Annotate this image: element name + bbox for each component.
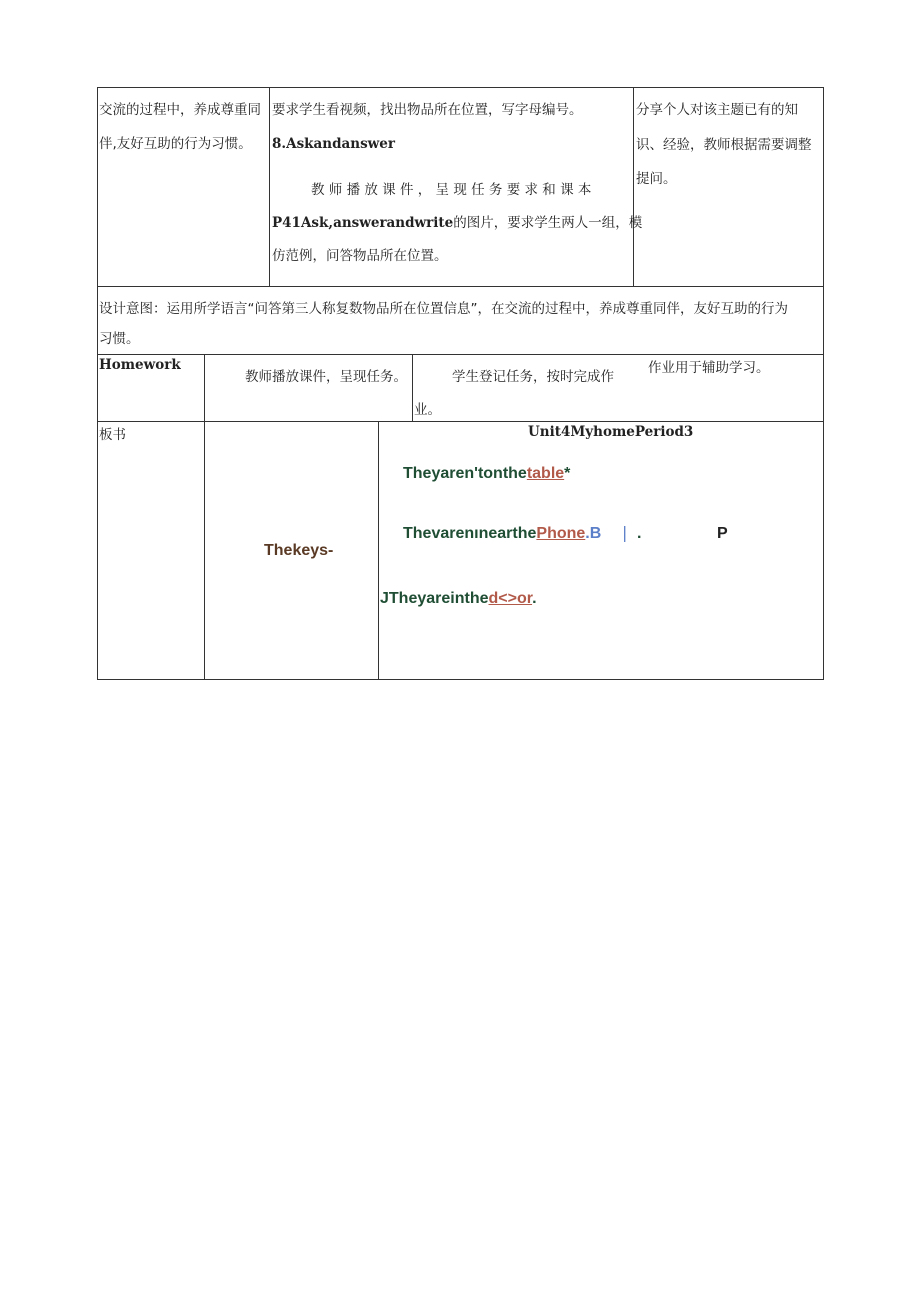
- homework-divider-2: [412, 354, 413, 422]
- homework-teacher: 教师播放课件，呈现任务。: [245, 369, 407, 385]
- design-intent-line-2: 习惯。: [99, 331, 140, 347]
- goal-line-2: 伴,友好互助的行为习惯。: [99, 136, 252, 152]
- board-sentence-3: [380, 590, 537, 608]
- board-mark-bar: |: [622, 523, 628, 542]
- board-sentence-2: [403, 525, 601, 543]
- board-mark-p: P: [717, 525, 728, 542]
- design-intent-row: [97, 286, 824, 355]
- board-word-table: table: [526, 465, 565, 482]
- process-line-5: 仿范例，问答物品所在位置。: [272, 248, 448, 264]
- homework-label: Homework: [99, 357, 181, 373]
- homework-purpose: 作业用于辅助学习。: [648, 360, 770, 376]
- blackboard-keys: Thekeys-: [264, 542, 334, 559]
- process-line-3: 教 师 播 放 课 件 ， 呈 现 任 务 要 求 和 课 本: [311, 182, 592, 198]
- homework-student-line-2: 业。: [414, 402, 441, 418]
- blackboard-title: Unit4MyhomePeriod3: [528, 424, 694, 440]
- board-mark-b: .B: [585, 525, 602, 542]
- board-sentence-1-main: Theyaren'tonthe: [403, 465, 527, 482]
- col-divider-1: [269, 87, 270, 287]
- share-line-2: 识、经验，教师根据需要调整: [636, 137, 812, 153]
- blackboard-divider-1: [204, 421, 205, 680]
- share-line-3: 提问。: [636, 171, 677, 187]
- share-line-1: 分享个人对该主题已有的知: [636, 102, 798, 118]
- board-sentence-1: [403, 465, 570, 483]
- board-sentence-2-main: Thevarenınearthe: [403, 525, 537, 542]
- goal-line-1: 交流的过程中，养成尊重同: [99, 102, 261, 118]
- board-word-phone: Phone: [536, 525, 586, 542]
- board-word-door: d<>or: [488, 590, 533, 607]
- board-mark-dot: .: [637, 525, 642, 542]
- board-sentence-3-tail: .: [532, 590, 537, 607]
- board-sentence-1-tail: *: [564, 465, 571, 482]
- homework-divider-1: [204, 354, 205, 422]
- textbook-ref: P41Ask,answerandwrite: [272, 215, 454, 231]
- design-intent-line-1: 设计意图：运用所学语言“问答第三人称复数物品所在位置信息”，在交流的过程中，养成尊重同伴，友好互助的行为: [99, 301, 788, 317]
- homework-student-line-1: 学生登记任务，按时完成作: [452, 369, 614, 385]
- blackboard-divider-2: [378, 421, 379, 680]
- blackboard-row: [97, 421, 824, 680]
- blackboard-label: 板书: [99, 427, 126, 443]
- activity-heading: 8.Askandanswer: [272, 136, 396, 152]
- process-line-4: [272, 214, 642, 232]
- process-line-1: 要求学生看视频，找出物品所在位置，写字母编号。: [272, 102, 583, 118]
- col-divider-2: [633, 87, 634, 287]
- board-sentence-3-main: JTheyareinthe: [380, 590, 489, 607]
- process-line-4-rest: 的图片，要求学生两人一组，模: [453, 215, 643, 231]
